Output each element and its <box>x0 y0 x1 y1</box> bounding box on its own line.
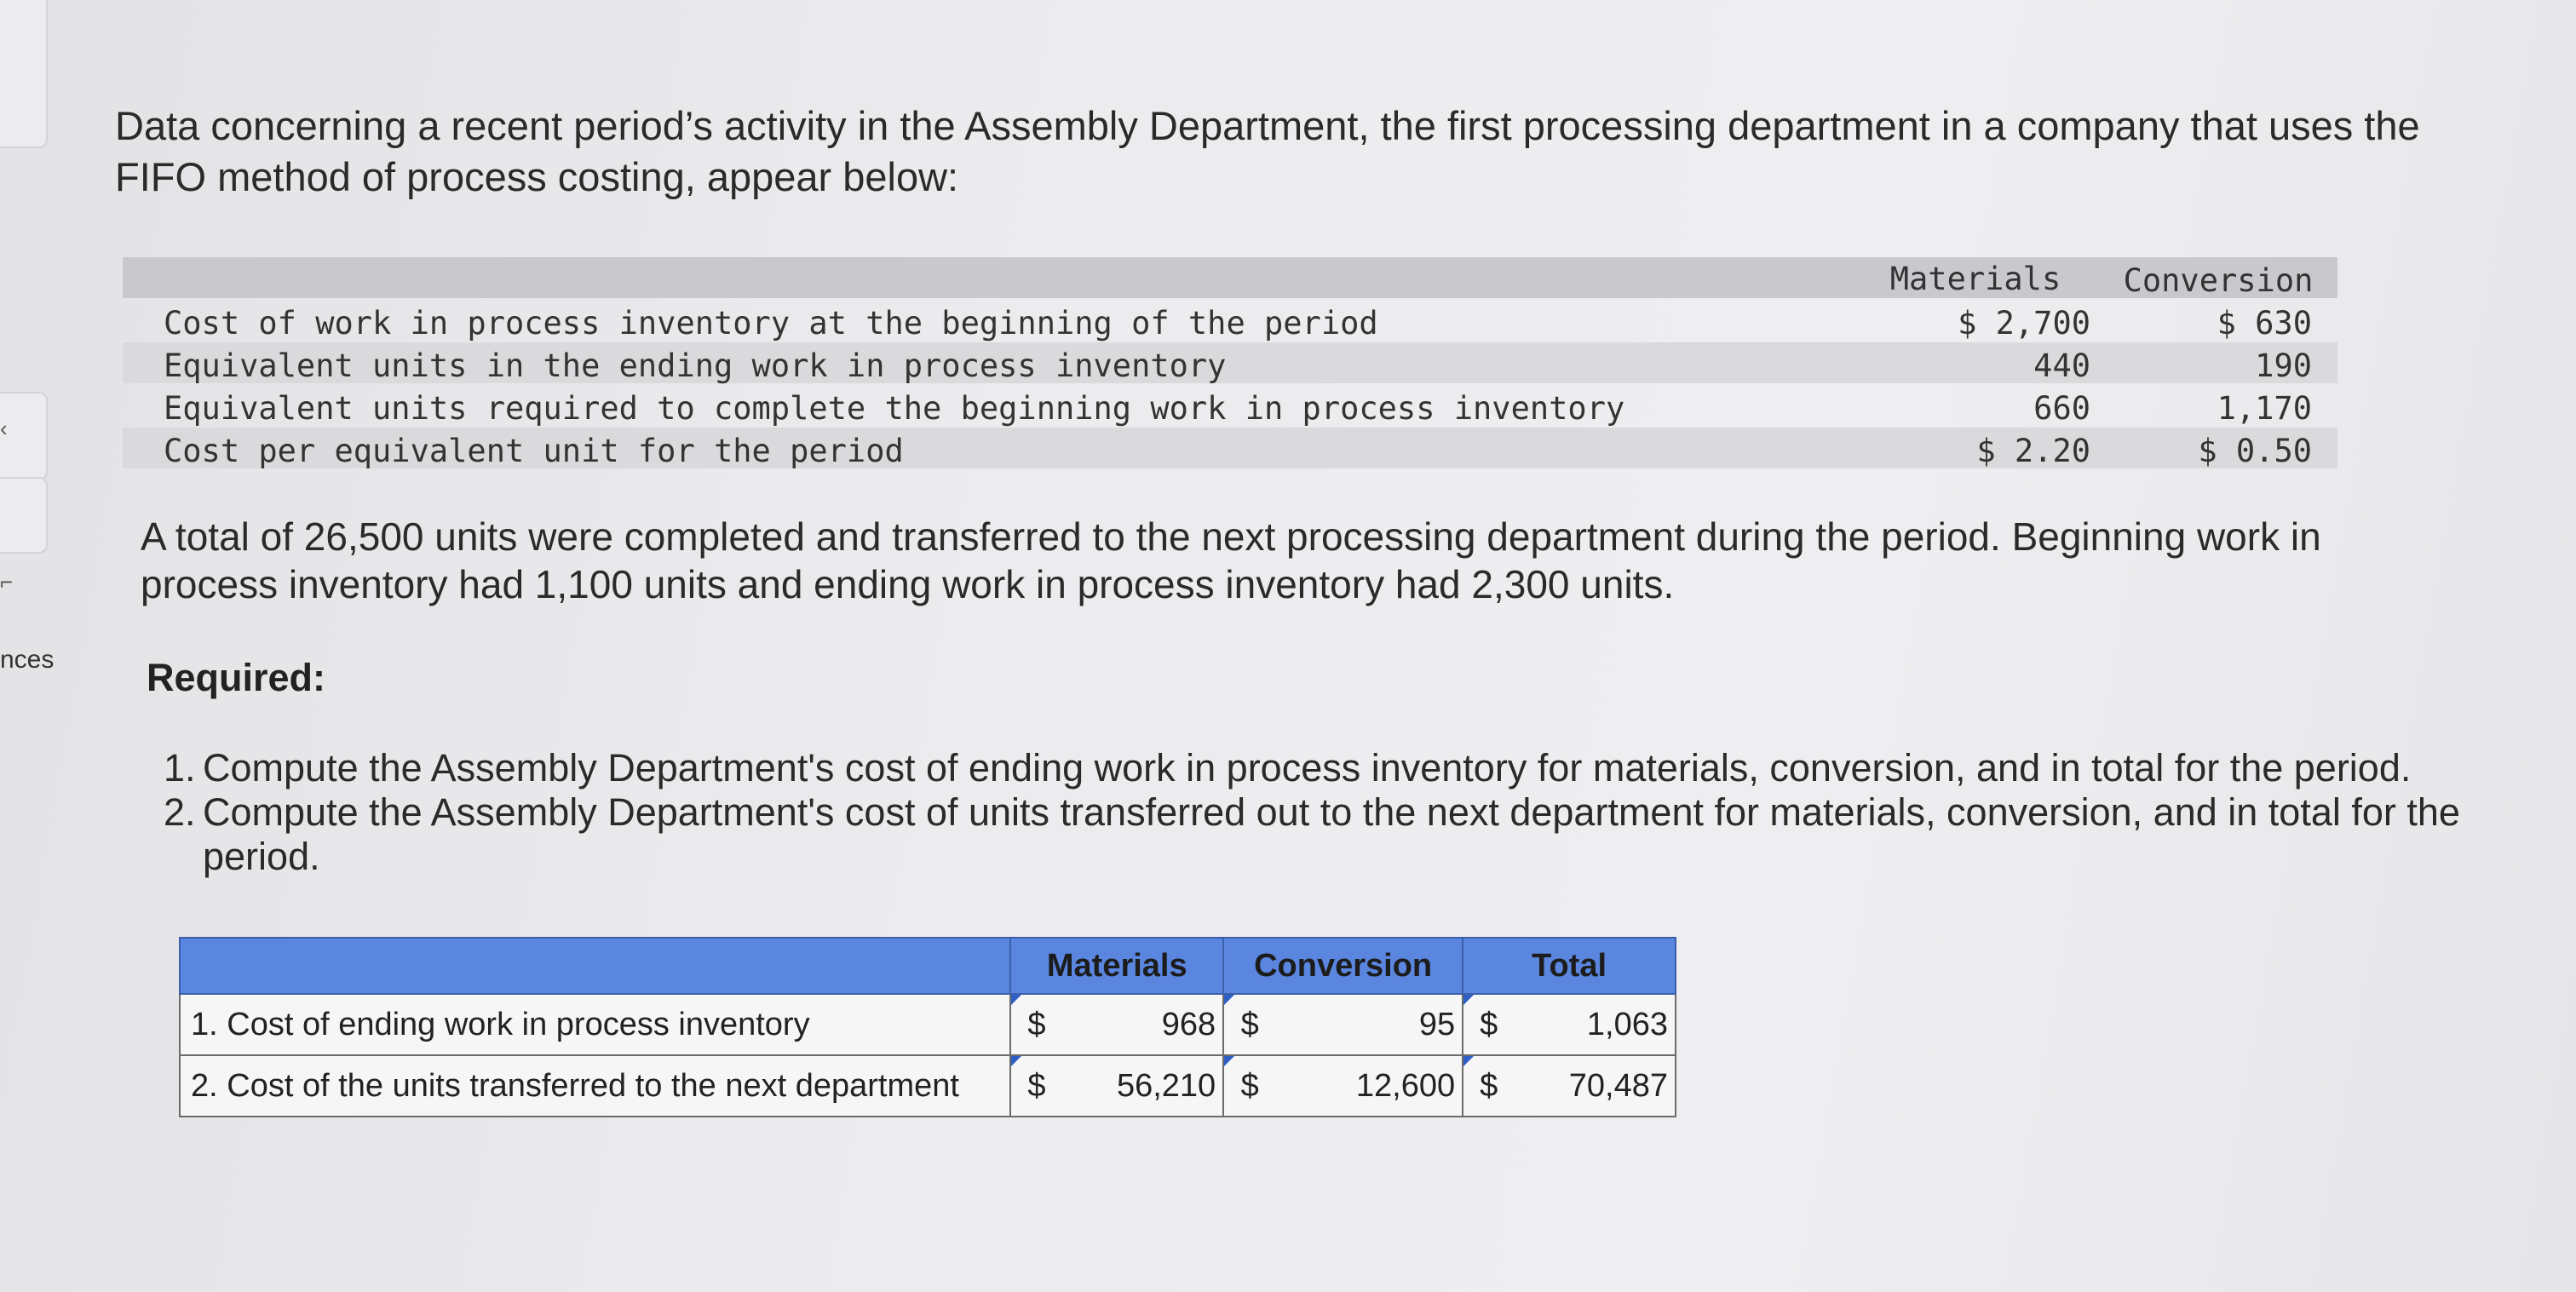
required-item-text: Compute the Assembly Department's cost of ending work in process inventory for materials, conversion, and in total for the period. <box>203 746 2412 790</box>
answer-header-row <box>180 938 1676 994</box>
answer-flag-icon <box>1463 995 1474 1005</box>
given-row-conversion: 1,170 <box>2217 390 2312 427</box>
required-item <box>164 790 2481 879</box>
given-row <box>123 428 2337 468</box>
given-row <box>123 342 2337 383</box>
given-row-label: Equivalent units in the ending work in process inventory <box>164 347 1227 384</box>
currency-symbol: $ <box>1010 1055 1061 1117</box>
answer-header-materials: Materials <box>1010 938 1223 994</box>
units-paragraph: A total of 26,500 units were completed and transferred to the next processing department during the period. Beginning work in process inventory had 1,100 units and ending work in process inventory had 2,300 units. <box>141 514 2321 606</box>
given-header-band <box>123 257 2337 298</box>
total-answer-input[interactable]: 70,487 <box>1514 1055 1676 1117</box>
answer-row-label: 1. Cost of ending work in process inventory <box>180 994 1010 1055</box>
given-row <box>123 300 2337 341</box>
given-row-materials: 660 <box>2033 390 2090 427</box>
currency-symbol: $ <box>1223 1055 1275 1117</box>
answer-row-label: 2. Cost of the units transferred to the next department <box>180 1055 1010 1117</box>
required-heading: Required: <box>147 656 326 699</box>
sidebar-panel-top[interactable] <box>0 0 48 148</box>
given-row-label: Equivalent units required to complete the beginning work in process inventory <box>164 390 1625 427</box>
sidebar-label-references[interactable]: nces <box>0 646 55 674</box>
answer-flag-icon <box>1224 1056 1234 1066</box>
given-row-materials: $ 2,700 <box>1958 305 2090 342</box>
currency-symbol: $ <box>1463 1055 1514 1117</box>
answer-header-total: Total <box>1463 938 1676 994</box>
required-item-number: 1. <box>164 746 196 790</box>
given-row-materials: $ 2.20 <box>1976 433 2090 469</box>
required-item-text: Compute the Assembly Department's cost of units transferred out to the next department for materials, conversion, and in total for the period. <box>203 790 2460 878</box>
chevron-left-icon[interactable]: ‹ <box>0 416 8 441</box>
sidebar-panel-next[interactable] <box>0 477 48 554</box>
currency-symbol: $ <box>1223 994 1275 1055</box>
materials-answer-input[interactable]: 968 <box>1061 994 1223 1055</box>
given-row-conversion: 190 <box>2255 347 2312 384</box>
answer-header-conversion: Conversion <box>1223 938 1463 994</box>
answer-header-blank <box>180 938 1010 994</box>
given-row-label: Cost per equivalent unit for the period <box>164 433 904 469</box>
total-answer-input[interactable]: 1,063 <box>1514 994 1676 1055</box>
given-row-label: Cost of work in process inventory at the beginning of the period <box>164 305 1378 342</box>
required-item-number: 2. <box>164 790 196 834</box>
intro-text: Data concerning a recent period’s activity in the Assembly Department, the first processing department in a company that uses the FIFO method of process costing, appear below: <box>115 103 2420 199</box>
conversion-answer-input[interactable]: 12,600 <box>1275 1055 1463 1117</box>
bracket-icon: ⌐ <box>0 569 14 594</box>
given-row-conversion: $ 630 <box>2217 305 2312 342</box>
materials-answer-input[interactable]: 56,210 <box>1061 1055 1223 1117</box>
answer-table <box>179 937 1676 1117</box>
conversion-answer-input[interactable]: 95 <box>1275 994 1463 1055</box>
answer-flag-icon <box>1011 995 1021 1005</box>
given-row-materials: 440 <box>2033 347 2090 384</box>
table-row <box>180 994 1676 1055</box>
required-item <box>164 746 2481 790</box>
table-row <box>180 1055 1676 1117</box>
given-row <box>123 385 2337 426</box>
given-data-table <box>123 257 2337 474</box>
sidebar-fragment <box>0 0 55 767</box>
answer-flag-icon <box>1224 995 1234 1005</box>
currency-symbol: $ <box>1463 994 1514 1055</box>
given-header-materials: Materials <box>1889 261 2061 297</box>
answer-flag-icon <box>1463 1056 1474 1066</box>
required-list <box>164 746 2481 879</box>
currency-symbol: $ <box>1010 994 1061 1055</box>
given-header-conversion: Conversion <box>2123 262 2314 299</box>
given-row-conversion: $ 0.50 <box>2198 433 2312 469</box>
answer-flag-icon <box>1011 1056 1021 1066</box>
